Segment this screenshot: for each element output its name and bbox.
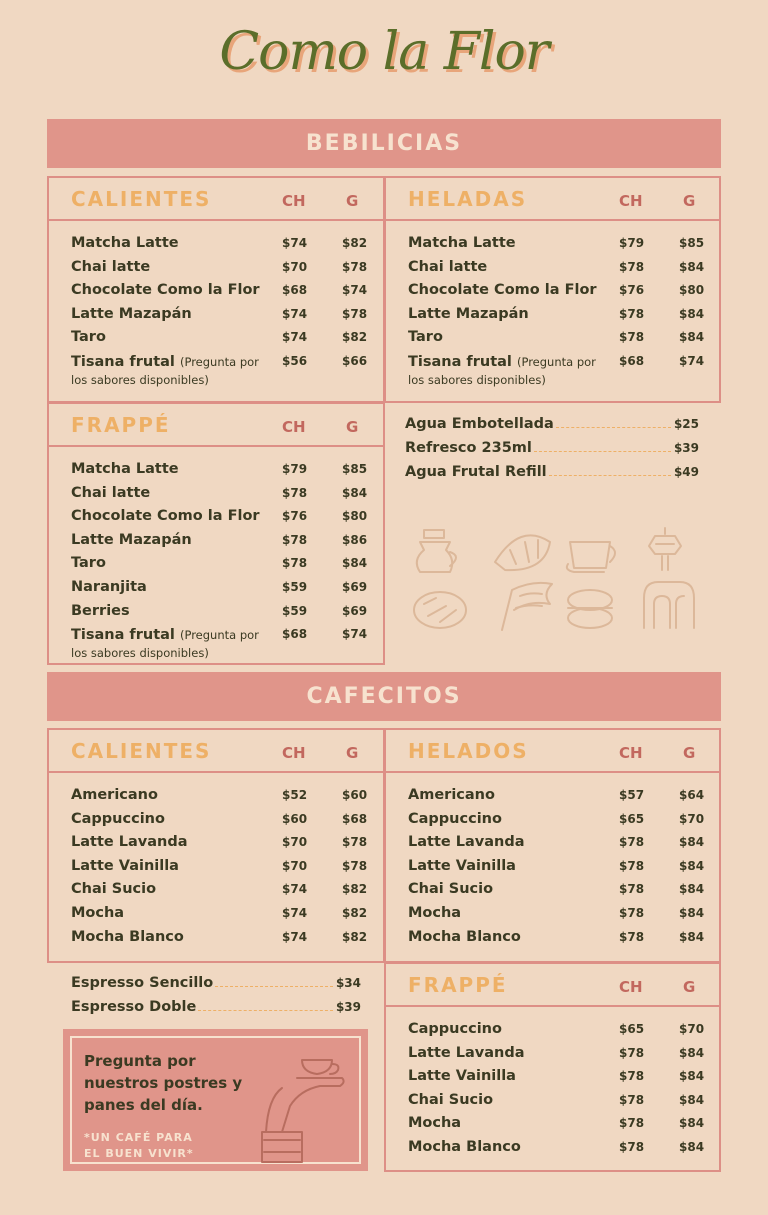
price-ch: $78 xyxy=(619,905,645,920)
item-name xyxy=(408,1139,521,1155)
price-ch: $68 xyxy=(282,627,308,642)
menu-item xyxy=(408,305,705,330)
section-title: CALIENTES xyxy=(71,187,212,211)
price-ch: $79 xyxy=(619,236,645,250)
price-ch: $74 xyxy=(282,236,308,250)
item-name xyxy=(408,1068,516,1084)
extra-item-price: $25 xyxy=(673,417,699,431)
item-name xyxy=(408,1092,493,1108)
item-name xyxy=(408,1021,502,1037)
item-name-text: Latte Lavanda xyxy=(408,1044,525,1061)
price-ch: $57 xyxy=(619,788,645,802)
item-name-text: Latte Vainilla xyxy=(408,1068,516,1085)
cafe-extras-list xyxy=(71,975,361,1023)
section-title: FRAPPÉ xyxy=(71,413,171,437)
menu-items xyxy=(49,773,383,952)
price-g: $84 xyxy=(679,905,705,920)
menu-item xyxy=(408,329,705,353)
price-g: $80 xyxy=(679,283,705,298)
menu-item xyxy=(71,353,368,393)
price-ch: $78 xyxy=(619,882,645,897)
price-ch: $78 xyxy=(282,485,308,500)
price-ch: $65 xyxy=(619,811,645,826)
section-header xyxy=(49,730,383,773)
bebidas-frappe-section xyxy=(47,402,385,665)
price-ch: $56 xyxy=(282,353,308,368)
item-name-text: Cappuccino xyxy=(408,1021,502,1037)
price-ch: $78 xyxy=(619,929,645,944)
item-name xyxy=(408,881,493,897)
item-name xyxy=(71,905,124,921)
price-g: $84 xyxy=(679,259,705,274)
item-name xyxy=(408,282,597,298)
section-header xyxy=(49,178,383,221)
price-ch: $78 xyxy=(619,1069,645,1084)
item-name-text: Cappuccino xyxy=(408,810,502,827)
item-name xyxy=(408,1045,525,1061)
item-name xyxy=(71,881,156,897)
menu-item xyxy=(408,1115,705,1139)
price-ch: $78 xyxy=(619,330,645,345)
item-name-text: Chocolate Como la Flor xyxy=(71,282,260,299)
item-name-text: Taro xyxy=(71,555,106,572)
item-name xyxy=(408,353,598,389)
price-ch: $79 xyxy=(282,462,308,476)
item-name xyxy=(408,858,516,874)
price-ch: $78 xyxy=(619,259,645,274)
menu-item xyxy=(71,810,368,835)
menu-item xyxy=(71,904,368,929)
menu-item xyxy=(71,857,368,882)
price-ch: $76 xyxy=(619,283,645,298)
price-g: $74 xyxy=(679,353,705,368)
price-ch: $60 xyxy=(282,811,308,826)
item-name xyxy=(71,929,184,945)
bacon-flag-icon xyxy=(502,583,552,630)
item-note: (Pregunta por los sabores disponibles) xyxy=(408,354,596,387)
item-name xyxy=(71,834,188,850)
item-name-text: Taro xyxy=(71,329,106,346)
item-name-text: Mocha xyxy=(71,904,125,921)
extra-item xyxy=(405,416,699,440)
price-ch: $78 xyxy=(619,1045,645,1060)
column-header-ch: CH xyxy=(282,192,306,210)
leader-dots xyxy=(534,451,671,452)
extra-item-price: $34 xyxy=(335,976,361,990)
menu-item xyxy=(71,235,368,259)
price-g: $82 xyxy=(342,929,368,944)
price-g: $84 xyxy=(679,1092,705,1107)
price-g: $78 xyxy=(342,835,368,850)
price-ch: $78 xyxy=(619,1139,645,1154)
item-name-text: Americano xyxy=(71,787,158,803)
menu-item xyxy=(71,834,368,858)
price-g: $84 xyxy=(679,835,705,850)
price-ch: $52 xyxy=(282,788,308,802)
column-header-g: G xyxy=(683,978,696,996)
item-name-text: Chai latte xyxy=(71,258,151,275)
menu-item xyxy=(408,1068,705,1092)
price-g: $78 xyxy=(342,259,368,274)
item-name-text: Chai latte xyxy=(408,258,488,275)
bebidas-banner: BEBILICIAS xyxy=(47,119,721,168)
extra-item-name: Refresco 235ml xyxy=(405,440,532,456)
column-header-g: G xyxy=(346,418,359,436)
price-ch: $74 xyxy=(282,306,308,321)
promo-text: Pregunta por nuestros postres y panes del día. xyxy=(84,1052,243,1114)
menu-item xyxy=(71,602,368,627)
item-name xyxy=(408,787,495,803)
price-g: $70 xyxy=(679,811,705,826)
price-g: $82 xyxy=(342,882,368,897)
price-g: $84 xyxy=(679,1069,705,1084)
extra-item-price: $49 xyxy=(673,465,699,479)
price-ch: $59 xyxy=(282,603,308,618)
price-g: $69 xyxy=(342,603,368,618)
menu-item xyxy=(408,904,705,929)
item-name xyxy=(408,235,516,251)
bebidas-heladas-section xyxy=(384,176,721,403)
price-g: $85 xyxy=(679,236,705,250)
item-name-text: Mocha xyxy=(408,904,462,921)
price-ch: $68 xyxy=(619,353,645,368)
menu-item xyxy=(408,282,705,306)
menu-item xyxy=(408,1044,705,1069)
price-ch: $59 xyxy=(282,579,308,594)
item-name-text: Latte Lavanda xyxy=(71,834,188,851)
price-g: $60 xyxy=(342,788,368,802)
illustrations xyxy=(410,522,700,637)
menu-item xyxy=(408,1021,705,1045)
item-name-text: Mocha Blanco xyxy=(408,928,521,945)
item-name-text: Chai Sucio xyxy=(408,1091,494,1108)
price-ch: $78 xyxy=(619,858,645,873)
extra-item xyxy=(71,999,361,1023)
item-name-text: Tisana frutal xyxy=(71,627,175,644)
item-name xyxy=(71,811,165,827)
promo-tagline: *UN CAFÉ PARA EL BUEN VIVIR* xyxy=(84,1131,194,1160)
price-g: $74 xyxy=(342,283,368,298)
croissant-icon xyxy=(495,535,550,570)
column-header-g: G xyxy=(346,192,359,210)
column-header-g: G xyxy=(683,744,696,762)
price-ch: $78 xyxy=(619,835,645,850)
menu-item xyxy=(408,353,705,393)
price-ch: $78 xyxy=(619,1092,645,1107)
menu-items xyxy=(49,221,383,393)
menu-item xyxy=(408,928,705,953)
price-g: $85 xyxy=(342,462,368,476)
price-ch: $76 xyxy=(282,509,308,524)
menu-item xyxy=(71,578,368,603)
item-name-text: Mocha Blanco xyxy=(71,928,184,945)
item-name xyxy=(71,235,179,251)
item-name-text: Americano xyxy=(408,787,495,803)
menu-item xyxy=(71,305,368,330)
cafe-helados-section xyxy=(384,728,721,963)
item-name-text: Latte Mazapán xyxy=(408,305,529,322)
column-header-ch: CH xyxy=(282,744,306,762)
item-name-text: Latte Vainilla xyxy=(71,857,179,874)
cafe-frappe-section xyxy=(384,962,721,1172)
price-g: $84 xyxy=(679,882,705,897)
menu-item xyxy=(408,258,705,283)
section-header xyxy=(386,178,719,221)
item-name xyxy=(71,579,147,595)
menu-item xyxy=(71,531,368,556)
section-header xyxy=(386,964,719,1007)
price-g: $84 xyxy=(342,556,368,571)
item-name xyxy=(408,1115,461,1131)
price-g: $84 xyxy=(679,330,705,345)
price-g: $84 xyxy=(679,1045,705,1060)
item-name-text: Chai Sucio xyxy=(408,881,494,898)
menu-item xyxy=(71,508,368,532)
extra-item xyxy=(405,440,699,464)
item-name xyxy=(71,461,179,477)
price-ch: $74 xyxy=(282,905,308,920)
item-name-text: Mocha Blanco xyxy=(408,1138,521,1155)
extra-item-name: Espresso Sencillo xyxy=(71,975,214,991)
item-name xyxy=(71,306,192,322)
item-name xyxy=(71,532,192,548)
column-header-ch: CH xyxy=(282,418,306,436)
item-name xyxy=(71,353,261,389)
item-name-text: Mocha xyxy=(408,1115,462,1132)
extra-item-price: $39 xyxy=(673,441,699,455)
menu-item xyxy=(71,484,368,509)
item-name xyxy=(71,858,179,874)
price-g: $78 xyxy=(342,306,368,321)
price-g: $86 xyxy=(342,532,368,547)
price-g: $84 xyxy=(679,1116,705,1131)
menu-item xyxy=(71,787,368,811)
item-name-text: Chocolate Como la Flor xyxy=(71,508,260,525)
item-name-text: Latte Vainilla xyxy=(408,857,516,874)
item-note: (Pregunta por los sabores disponibles) xyxy=(71,628,259,661)
item-name xyxy=(408,834,525,850)
section-header xyxy=(386,730,719,773)
price-g: $82 xyxy=(342,236,368,250)
menu-item xyxy=(71,329,368,353)
item-name xyxy=(408,905,461,921)
item-name xyxy=(71,329,106,345)
leader-dots xyxy=(549,475,671,476)
price-g: $82 xyxy=(342,905,368,920)
price-g: $84 xyxy=(679,929,705,944)
price-g: $80 xyxy=(342,509,368,524)
price-ch: $78 xyxy=(282,532,308,547)
price-g: $78 xyxy=(342,858,368,873)
macaron-icon xyxy=(568,590,612,628)
item-name-text: Tisana frutal xyxy=(408,353,512,370)
menu-item xyxy=(408,834,705,858)
leader-dots xyxy=(198,1010,333,1011)
extra-item xyxy=(71,975,361,999)
price-ch: $70 xyxy=(282,259,308,274)
price-g: $84 xyxy=(679,306,705,321)
price-ch: $74 xyxy=(282,330,308,345)
item-name-text: Cappuccino xyxy=(71,810,165,827)
item-name-text: Naranjita xyxy=(71,578,147,595)
price-ch: $65 xyxy=(619,1022,645,1036)
price-g: $84 xyxy=(342,485,368,500)
hand-cup-icon xyxy=(242,1048,357,1163)
menu-items xyxy=(49,447,383,666)
section-title: FRAPPÉ xyxy=(408,973,508,997)
item-name-text: Latte Mazapán xyxy=(71,531,192,548)
item-name xyxy=(71,508,260,524)
menu-item xyxy=(408,1138,705,1163)
price-g: $74 xyxy=(342,627,368,642)
price-ch: $78 xyxy=(619,1116,645,1131)
price-g: $84 xyxy=(679,1139,705,1154)
price-ch: $70 xyxy=(282,858,308,873)
menu-items xyxy=(386,773,719,952)
menu-item xyxy=(71,555,368,579)
lantern-icon xyxy=(649,528,681,570)
extra-item-name: Agua Embotellada xyxy=(405,416,554,432)
column-header-ch: CH xyxy=(619,192,643,210)
section-header xyxy=(49,404,383,447)
price-g: $70 xyxy=(679,1022,705,1036)
leader-dots xyxy=(215,986,333,987)
price-ch: $78 xyxy=(619,306,645,321)
item-name-text: Taro xyxy=(408,329,443,346)
menu-item xyxy=(408,857,705,882)
cafe-calientes-section xyxy=(47,728,385,963)
item-name-text: Berries xyxy=(71,602,130,619)
item-name-text: Latte Lavanda xyxy=(408,834,525,851)
price-g: $84 xyxy=(679,858,705,873)
extra-item-name: Espresso Doble xyxy=(71,999,197,1015)
teapot-icon xyxy=(567,542,615,572)
price-g: $68 xyxy=(342,811,368,826)
menu-item xyxy=(408,235,705,259)
price-ch: $70 xyxy=(282,835,308,850)
item-name-text: Chai latte xyxy=(71,484,151,501)
menu-item xyxy=(71,258,368,283)
item-name-text: Matcha Latte xyxy=(71,235,179,251)
price-g: $66 xyxy=(342,353,368,368)
leader-dots xyxy=(556,427,671,428)
price-ch: $74 xyxy=(282,882,308,897)
price-g: $64 xyxy=(679,788,705,802)
price-g: $69 xyxy=(342,579,368,594)
menu-item xyxy=(408,810,705,835)
item-name xyxy=(71,787,158,803)
item-name-text: Matcha Latte xyxy=(408,235,516,251)
brand-logo: Como la Flor xyxy=(219,22,549,82)
menu-item xyxy=(71,282,368,306)
item-name-text: Matcha Latte xyxy=(71,461,179,477)
bebidas-extras-list xyxy=(405,416,699,488)
bebidas-calientes-section xyxy=(47,176,385,403)
price-ch: $74 xyxy=(282,929,308,944)
item-name xyxy=(408,811,502,827)
bread-icon xyxy=(414,592,466,628)
menu-item xyxy=(408,1091,705,1116)
item-name xyxy=(408,929,521,945)
price-ch: $68 xyxy=(282,283,308,298)
cafecitos-banner: CAFECITOS xyxy=(47,672,721,721)
column-header-g: G xyxy=(346,744,359,762)
column-header-ch: CH xyxy=(619,978,643,996)
column-header-ch: CH xyxy=(619,744,643,762)
item-name xyxy=(408,306,529,322)
menu-items xyxy=(386,1007,719,1163)
menu-item xyxy=(71,461,368,485)
section-title: HELADOS xyxy=(408,739,529,763)
coffee-pot-icon xyxy=(417,530,456,572)
menu-item xyxy=(71,626,368,666)
item-name-text: Chocolate Como la Flor xyxy=(408,282,597,299)
item-note: (Pregunta por los sabores disponibles) xyxy=(71,354,259,387)
item-name-text: Latte Mazapán xyxy=(71,305,192,322)
item-name-text: Tisana frutal xyxy=(71,353,175,370)
item-name xyxy=(408,259,487,275)
item-name xyxy=(71,555,106,571)
menu-item xyxy=(71,928,368,953)
item-name-text: Chai Sucio xyxy=(71,881,157,898)
extra-item-price: $39 xyxy=(335,1000,361,1014)
section-title: CALIENTES xyxy=(71,739,212,763)
menu-item xyxy=(408,787,705,811)
item-name xyxy=(71,626,261,662)
extra-item-name: Agua Frutal Refill xyxy=(405,464,547,480)
price-g: $82 xyxy=(342,330,368,345)
extra-item xyxy=(405,464,699,488)
item-name xyxy=(71,282,260,298)
arch-icon xyxy=(644,582,694,628)
menu-item xyxy=(408,881,705,905)
item-name xyxy=(71,603,130,619)
price-ch: $78 xyxy=(282,556,308,571)
menu-items xyxy=(386,221,719,393)
item-name xyxy=(408,329,443,345)
item-name xyxy=(71,485,150,501)
column-header-g: G xyxy=(683,192,696,210)
menu-item xyxy=(71,881,368,905)
section-title: HELADAS xyxy=(408,187,528,211)
promo-card xyxy=(63,1029,368,1171)
item-name xyxy=(71,259,150,275)
